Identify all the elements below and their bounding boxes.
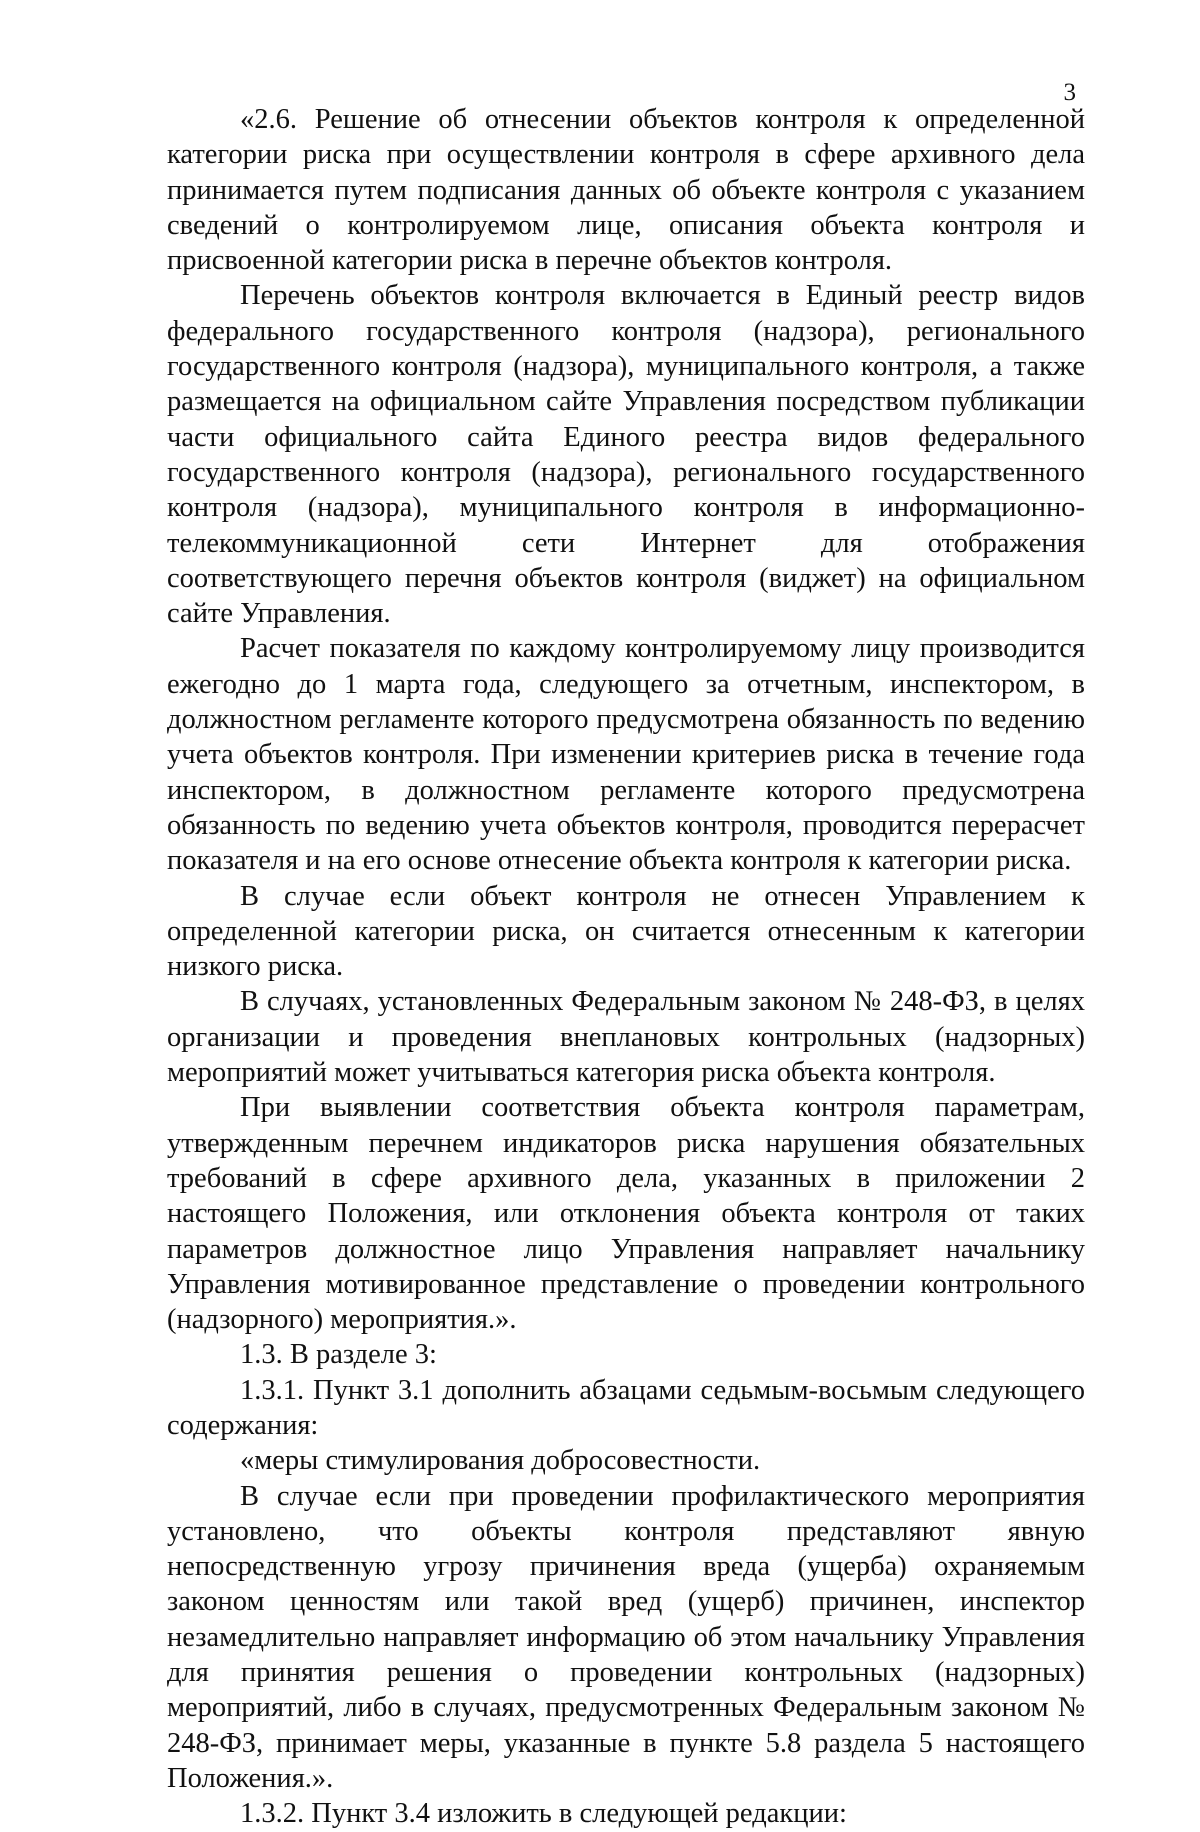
- document-body: [167, 102, 1085, 1832]
- paragraph-section-1-3: 1.3. В разделе 3:: [240, 1339, 437, 1371]
- paragraph-indicators: При выявлении соответствия объекта контроля параметрам, утвержденным перечнем индикаторов риска нарушения обязательных требований в сфере архивного дела, указанных в приложении 2 настоящего Положения, или отклонения объекта контроля от таких параметров должностное лицо Управления направляет начальнику Управления мотивированное представление о проведении контрольного (надзорного) мероприятия.».: [167, 1092, 1085, 1336]
- paragraph-2-6: «2.6. Решение об отнесении объектов контроля к определенной категории риска при осуществлении контроля в сфере архивного дела принимается путем подписания данных об объекте контроля с указанием сведений о контролируемом лице, описания объекта контроля и присвоенной категории риска в перечне объектов контроля.: [167, 104, 1085, 277]
- paragraph-low-risk: В случае если объект контроля не отнесен Управлением к определенной категории риска, он считается отнесенным к категории низкого риска.: [167, 880, 1085, 983]
- page-number: 3: [1063, 79, 1076, 106]
- paragraph-1-3-2: 1.3.2. Пункт 3.4 изложить в следующей редакции:: [240, 1798, 847, 1830]
- paragraph-threat: В случае если при проведении профилактического мероприятия установлено, что объекты контроля представляют явную непосредственную угрозу причинения вреда (ущерба) охраняемым законом ценностям или такой вред (ущерб) причинен, инспектор незамедлительно направляет информацию об этом начальнику Управления для принятия решения о проведении контрольных (надзорных) мероприятий, либо в случаях, предусмотренных Федеральным законом № 248-ФЗ, принимает меры, указанные в пункте 5.8 раздела 5 настоящего Положения.».: [167, 1480, 1085, 1794]
- paragraph-calculation: Расчет показателя по каждому контролируемому лицу производится ежегодно до 1 марта года, следующего за отчетным, инспектором, в должностном регламенте которого предусмотрена обязанность по ведению учета объектов контроля. При изменении критериев риска в течение года инспектором, в должностном регламенте которого предусмотрена обязанность по ведению учета объектов контроля, проводится перерасчет показателя и на его основе отнесение объекта контроля к категории риска.: [167, 633, 1085, 877]
- paragraph-incentives: «меры стимулирования добросовестности.: [240, 1445, 761, 1477]
- paragraph-register: Перечень объектов контроля включается в Единый реестр видов федерального государственного контроля (надзора), регионального государственного контроля (надзора), муниципального контроля, а также размещается на официальном сайте Управления посредством публикации части официального сайта Единого реестра видов федерального государственного контроля (надзора), регионального государственного контроля (надзора), муниципального контроля в информационно-телекоммуникационной сети Интернет для отображения соответствующего перечня объектов контроля (виджет) на официальном сайте Управления.: [167, 280, 1085, 630]
- paragraph-1-3-1: 1.3.1. Пункт 3.1 дополнить абзацами седьмым-восьмым следующего содержания:: [167, 1374, 1085, 1441]
- paragraph-unscheduled: В случаях, установленных Федеральным законом № 248-ФЗ, в целях организации и проведения внеплановых контрольных (надзорных) мероприятий может учитываться категория риска объекта контроля.: [167, 986, 1085, 1089]
